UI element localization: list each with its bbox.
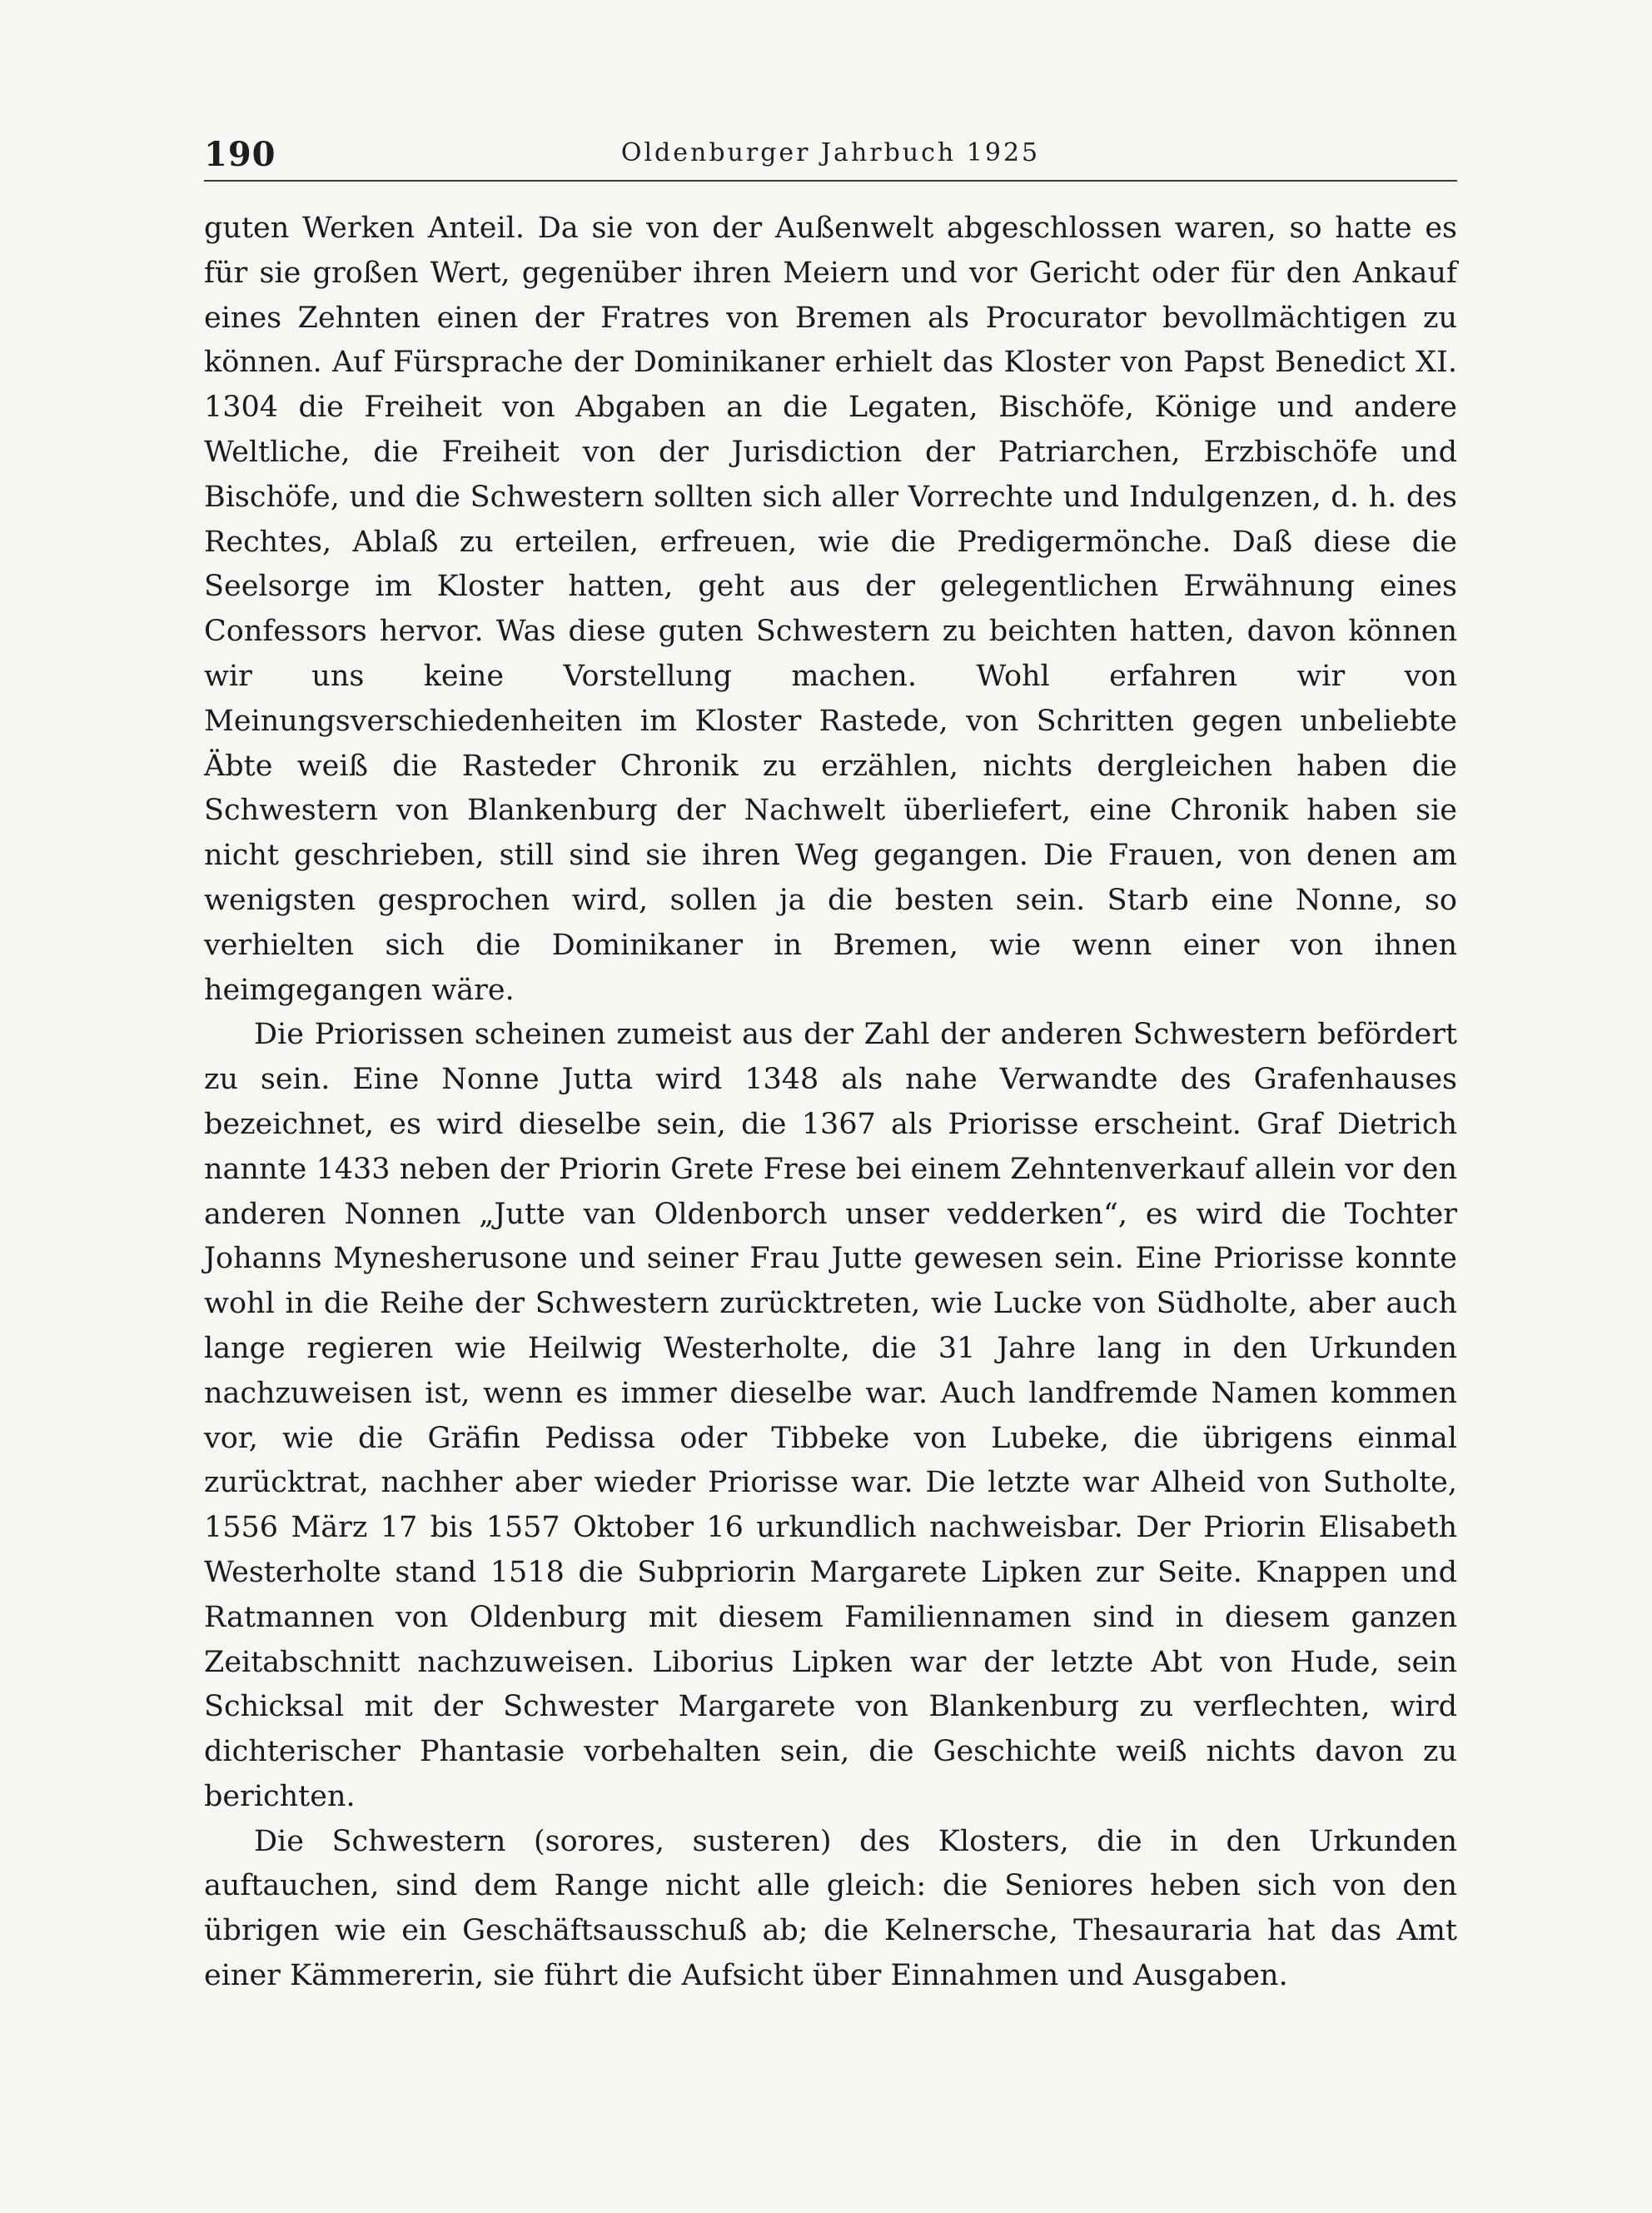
paragraph-3: Die Schwestern (sorores, susteren) des Klosters, die in den Urkunden auftauchen, sind dem Range nicht alle gleich: die Seniores heben sich von den übrigen wie ein Geschäftsausschuß ab; die Kelnersche, Thesauraria hat das Amt einer Kämmererin, sie führt die Aufsicht über Einnahmen und Ausgaben. bbox=[204, 1824, 1457, 1993]
body-text bbox=[204, 207, 1457, 1999]
page-number: 190 bbox=[204, 135, 276, 174]
paragraph-2: Die Priorissen scheinen zumeist aus der Zahl der anderen Schwestern befördert zu sein. Eine Nonne Jutta wird 1348 als nahe Verwandte des Grafenhauses bezeichnet, es wird dieselbe sein, die 1367 als Priorisse erscheint. Graf Dietrich nannte 1433 neben der Priorin Grete Frese bei einem Zehntenverkauf allein vor den anderen Nonnen „Jutte van Oldenborch unser vedderken“, es wird die Tochter Johanns Mynesherusone und seiner Frau Jutte gewesen sein. Eine Priorisse konnte wohl in die Reihe der Schwestern zurücktreten, wie Lucke von Südholte, aber auch lange regieren wie Heilwig Westerholte, die 31 Jahre lang in den Urkunden nachzuweisen ist, wenn es immer dieselbe war. Auch landfremde Namen kommen vor, wie die Gräfin Pedissa oder Tibbeke von Lubeke, die übrigens einmal zurücktrat, nachher aber wieder Priorisse war. Die letzte war Alheid von Sutholte, 1556 März 17 bis 1557 Oktober 16 urkundlich nachweisbar. Der Priorin Elisabeth Westerholte stand 1518 die Subpriorin Margarete Lipken zur Seite. Knappen und Ratmannen von Oldenburg mit diesem Familiennamen sind in diesem ganzen Zeitabschnitt nachzuweisen. Liborius Lipken war der letzte Abt von Hude, sein Schicksal mit der Schwester Margarete von Blankenburg zu verflechten, wird dichterischer Phantasie vorbehalten sein, die Geschichte weiß nichts davon zu berichten. bbox=[204, 1018, 1457, 1813]
page-header bbox=[204, 133, 1457, 182]
paragraph-1: guten Werken Anteil. Da sie von der Außenwelt abgeschlossen waren, so hatte es für sie großen Wert, gegenüber ihren Meiern und vor Gericht oder für den Ankauf eines Zehnten einen der Fratres von Bremen als Procurator bevollmächtigen zu können. Auf Fürsprache der Dominikaner erhielt das Kloster von Papst Benedict XI. 1304 die Freiheit von Abgaben an die Legaten, Bischöfe, Könige und andere Weltliche, die Freiheit von der Jurisdiction der Patriarchen, Erzbischöfe und Bischöfe, und die Schwestern sollten sich aller Vorrechte und Indulgenzen, d. h. des Rechtes, Ablaß zu erteilen, erfreuen, wie die Predigermönche. Daß diese die Seelsorge im Kloster hatten, geht aus der gelegentlichen Erwähnung eines Confessors hervor. Was diese guten Schwestern zu beichten hatten, davon können wir uns keine Vorstellung machen. Wohl erfahren wir von Meinungsverschiedenheiten im Kloster Rastede, von Schritten gegen unbeliebte Äbte weiß die Rasteder Chronik zu erzählen, nichts dergleichen haben die Schwestern von Blankenburg der Nachwelt überliefert, eine Chronik haben sie nicht geschrieben, still sind sie ihren Weg gegangen. Die Frauen, von denen am wenigsten gesprochen wird, sollen ja die besten sein. Starb eine Nonne, so verhielten sich die Dominikaner in Bremen, wie wenn einer von ihnen heimgegangen wäre. bbox=[204, 212, 1457, 1007]
running-title: Oldenburger Jahrbuch 1925 bbox=[620, 138, 1041, 167]
